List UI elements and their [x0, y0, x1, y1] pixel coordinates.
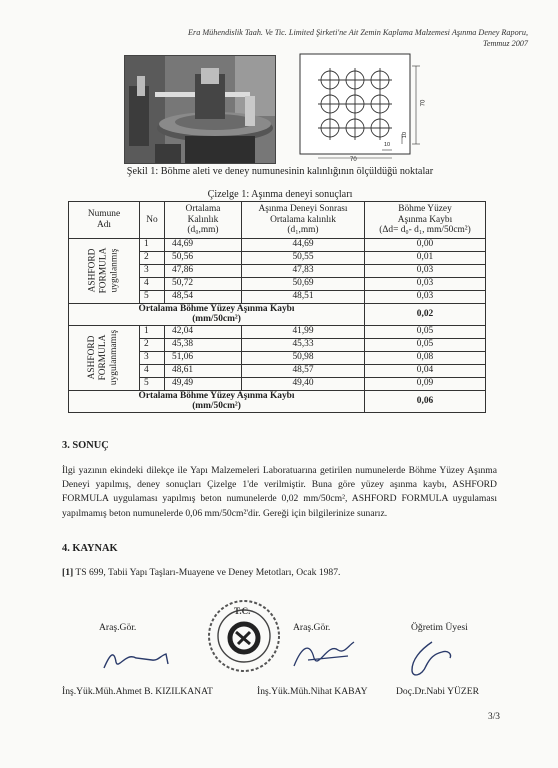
page-number: 3/3: [488, 712, 500, 722]
row-d1: 44,69: [242, 238, 365, 251]
row-loss: 0,03: [365, 277, 486, 290]
row-loss: 0,03: [365, 290, 486, 303]
row-d0: 49,49: [165, 377, 242, 390]
row-d1: 50,69: [242, 277, 365, 290]
average-value: 0,06: [365, 390, 486, 412]
row-loss: 0,05: [365, 338, 486, 351]
row-d0: 44,69: [165, 238, 242, 251]
table-caption: Çizelge 1: Aşınma deneyi sonuçları: [207, 189, 353, 200]
signature-mark-2: [288, 636, 358, 676]
reference-text: TS 699, Tabii Yapı Taşları-Muayene ve Deney Metotları, Ocak 1987.: [73, 567, 341, 578]
row-loss: 0,00: [365, 238, 486, 251]
row-d1: 45,33: [242, 338, 365, 351]
diagram-small-label-2: 10: [384, 142, 391, 148]
header-loss: Böhme Yüzey Aşınma Kaybı (Δd= d₀- d₁, mm/50cm²): [365, 202, 486, 239]
row-no: 1: [140, 325, 165, 338]
row-d0: 42,04: [165, 325, 242, 338]
average-row: [69, 303, 486, 325]
average-value: 0,02: [365, 303, 486, 325]
row-no: 2: [140, 338, 165, 351]
section-3-title: 3. SONUÇ: [62, 440, 109, 451]
reference-number: [1]: [62, 567, 74, 578]
section-4-title: 4. KAYNAK: [62, 543, 118, 554]
section-3-text: İlgi yazının ekindeki dilekçe ile Yapı Malzemeleri Laboratuarına getirilen numunelerde Böhme Yüzey Aşınma Deneyi yapılmış, deney sonuçları Çizelge 1'de verilmiştir. Buna göre yüzey aşınma kaybı, ASHFORD FORMULA uygulaması yapılmış beton numunelerde 0,02 mm/50cm², ASHFORD FORMULA uygulaması yapılmamış beton numunelerde 0,06 mm/50cm²'dir. Gereği için bilgilerinize sunarız.: [62, 465, 497, 519]
diagram-width-label: 70: [350, 157, 357, 163]
row-d0: 48,54: [165, 290, 242, 303]
average-row: [69, 390, 486, 412]
row-no: 4: [140, 277, 165, 290]
signature-title-2: Araş.Gör.: [293, 622, 331, 633]
header-line-1: Era Mühendislik Taah. Ve Tic. Limited Şirketi'ne Ait Zemin Kaplama Malzemesi Aşınma Deney Raporu,: [188, 28, 528, 37]
row-no: 4: [140, 364, 165, 377]
row-d1: 48,57: [242, 364, 365, 377]
average-label: Ortalama Böhme Yüzey Aşınma Kaybı (mm/50cm²): [69, 303, 365, 325]
row-loss: 0,05: [365, 325, 486, 338]
sample-measurement-diagram: [298, 52, 436, 165]
header-no: No: [140, 202, 165, 239]
reference-item: [62, 567, 340, 578]
row-d1: 49,40: [242, 377, 365, 390]
header-after-test: Aşınma Deneyi Sonrası Ortalama kalınlık (d₁,mm): [242, 202, 365, 239]
table-row: [69, 325, 486, 338]
signature-name-2: İnş.Yük.Müh.Nihat KABAY: [257, 686, 368, 697]
row-no: 5: [140, 377, 165, 390]
row-no: 3: [140, 264, 165, 277]
table-header-row: [69, 202, 486, 239]
signature-name-1: İnş.Yük.Müh.Ahmet B. KIZILKANAT: [62, 686, 213, 697]
bohme-apparatus-photo: [124, 55, 276, 164]
group-label-not-applied: ASHFORD FORMULA uygulanmamış: [69, 325, 140, 390]
group-label-applied: ASHFORD FORMULA uygulanmış: [69, 238, 140, 303]
row-loss: 0,09: [365, 377, 486, 390]
row-loss: 0,01: [365, 251, 486, 264]
seal-text: T.C.: [234, 606, 251, 616]
row-no: 2: [140, 251, 165, 264]
row-d1: 48,51: [242, 290, 365, 303]
average-label: Ortalama Böhme Yüzey Aşınma Kaybı (mm/50cm²): [69, 390, 365, 412]
row-loss: 0,03: [365, 264, 486, 277]
signature-mark-3: [398, 636, 458, 682]
header-line-2: Temmuz 2007: [483, 39, 528, 48]
row-loss: 0,08: [365, 351, 486, 364]
signature-name-3: Doç.Dr.Nabi YÜZER: [396, 686, 480, 697]
header-avg-thickness: Ortalama Kalınlık (d₀,mm): [165, 202, 242, 239]
row-d1: 50,98: [242, 351, 365, 364]
row-d0: 50,72: [165, 277, 242, 290]
row-loss: 0,04: [365, 364, 486, 377]
row-d0: 48,61: [165, 364, 242, 377]
diagram-height-label: 70: [420, 99, 427, 107]
row-no: 5: [140, 290, 165, 303]
row-d0: 51,06: [165, 351, 242, 364]
figure-caption: Şekil 1: Böhme aleti ve deney numunesinin kalınlığının ölçüldüğü noktalar: [126, 166, 434, 177]
row-no: 1: [140, 238, 165, 251]
signature-mark-1: [96, 644, 186, 674]
row-d0: 45,38: [165, 338, 242, 351]
row-d1: 41,99: [242, 325, 365, 338]
row-no: 3: [140, 351, 165, 364]
header-sample-name: Numune Adı: [69, 202, 140, 239]
row-d1: 50,55: [242, 251, 365, 264]
table-row: [69, 238, 486, 251]
diagram-small-label-1: 10: [402, 131, 409, 139]
signature-title-1: Araş.Gör.: [99, 622, 137, 633]
abrasion-results-table: [68, 201, 486, 413]
page-header: [68, 27, 528, 49]
official-seal: [206, 598, 282, 674]
signature-title-3: Öğretim Üyesi: [411, 622, 468, 633]
row-d0: 47,86: [165, 264, 242, 277]
row-d1: 47,83: [242, 264, 365, 277]
row-d0: 50,56: [165, 251, 242, 264]
